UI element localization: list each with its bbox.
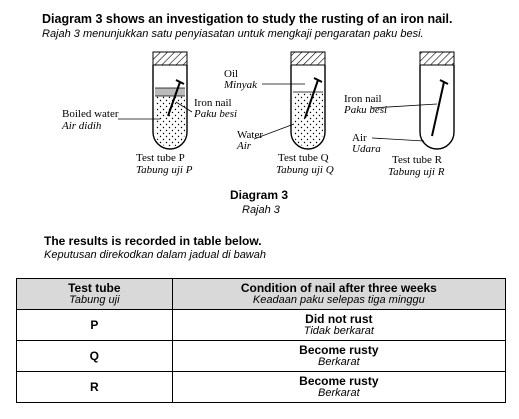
stopper-q <box>291 52 325 65</box>
test-tube-r <box>420 52 454 149</box>
label-air: Air <box>352 132 367 144</box>
cell-condition: Become rusty Berkarat <box>172 341 505 372</box>
results-subtitle: Keputusan direkodkan dalam jadual di bawah <box>44 249 266 261</box>
nail-r <box>432 82 444 136</box>
label-oil-ms: Minyak <box>224 79 257 91</box>
tube-r-name: Test tube R <box>392 154 442 166</box>
results-table <box>16 278 506 403</box>
tube-p-name: Test tube P <box>136 152 185 164</box>
label-oil: Oil <box>224 68 239 80</box>
table-row <box>17 341 506 372</box>
results-title: The results is recorded in table below. <box>44 234 262 248</box>
cell-condition: Become rusty Berkarat <box>172 372 505 403</box>
test-tube-p <box>153 52 187 149</box>
label-water-ms: Air <box>237 140 252 152</box>
label-boiled-water-ms: Air didih <box>62 120 102 132</box>
cell-tube: R <box>17 372 173 403</box>
diagram-caption: Diagram 3 <box>230 188 289 202</box>
oil-layer-p <box>155 88 185 96</box>
diagram-caption-ms: Rajah 3 <box>242 204 280 216</box>
cell-tube: P <box>17 310 173 341</box>
label-boiled-water: Boiled water <box>62 108 119 120</box>
table-header-row <box>17 279 506 310</box>
test-tube-q <box>291 52 325 149</box>
cell-condition: Did not rust Tidak berkarat <box>172 310 505 341</box>
cell-tube: Q <box>17 341 173 372</box>
header-test-tube: Test tube Tabung uji <box>17 279 173 310</box>
tube-q-name: Test tube Q <box>278 152 329 164</box>
question-title: Diagram 3 shows an investigation to study the rusting of an iron nail. <box>42 12 453 26</box>
table-row <box>17 310 506 341</box>
label-iron-nail-r: Iron nail <box>344 93 382 105</box>
question-subtitle: Rajah 3 menunjukkan satu penyiasatan untuk mengkaji pengaratan paku besi. <box>42 28 424 40</box>
stopper-p <box>153 52 187 65</box>
label-iron-nail-p: Iron nail <box>194 97 232 109</box>
table-row <box>17 372 506 403</box>
water-p <box>155 96 185 147</box>
stopper-r <box>420 52 454 65</box>
label-iron-nail-r-ms: Paku besi <box>344 104 388 116</box>
label-water: Water <box>237 129 263 141</box>
water-q <box>293 92 323 147</box>
tube-q-name-ms: Tabung uji Q <box>276 164 334 176</box>
label-air-ms: Udara <box>352 143 381 155</box>
tube-p-name-ms: Tabung uji P <box>136 164 193 176</box>
tube-r-name-ms: Tabung uji R <box>388 166 445 178</box>
header-condition: Condition of nail after three weeks Keadaan paku selepas tiga minggu <box>172 279 505 310</box>
label-iron-nail-p-ms: Paku besi <box>194 108 238 120</box>
